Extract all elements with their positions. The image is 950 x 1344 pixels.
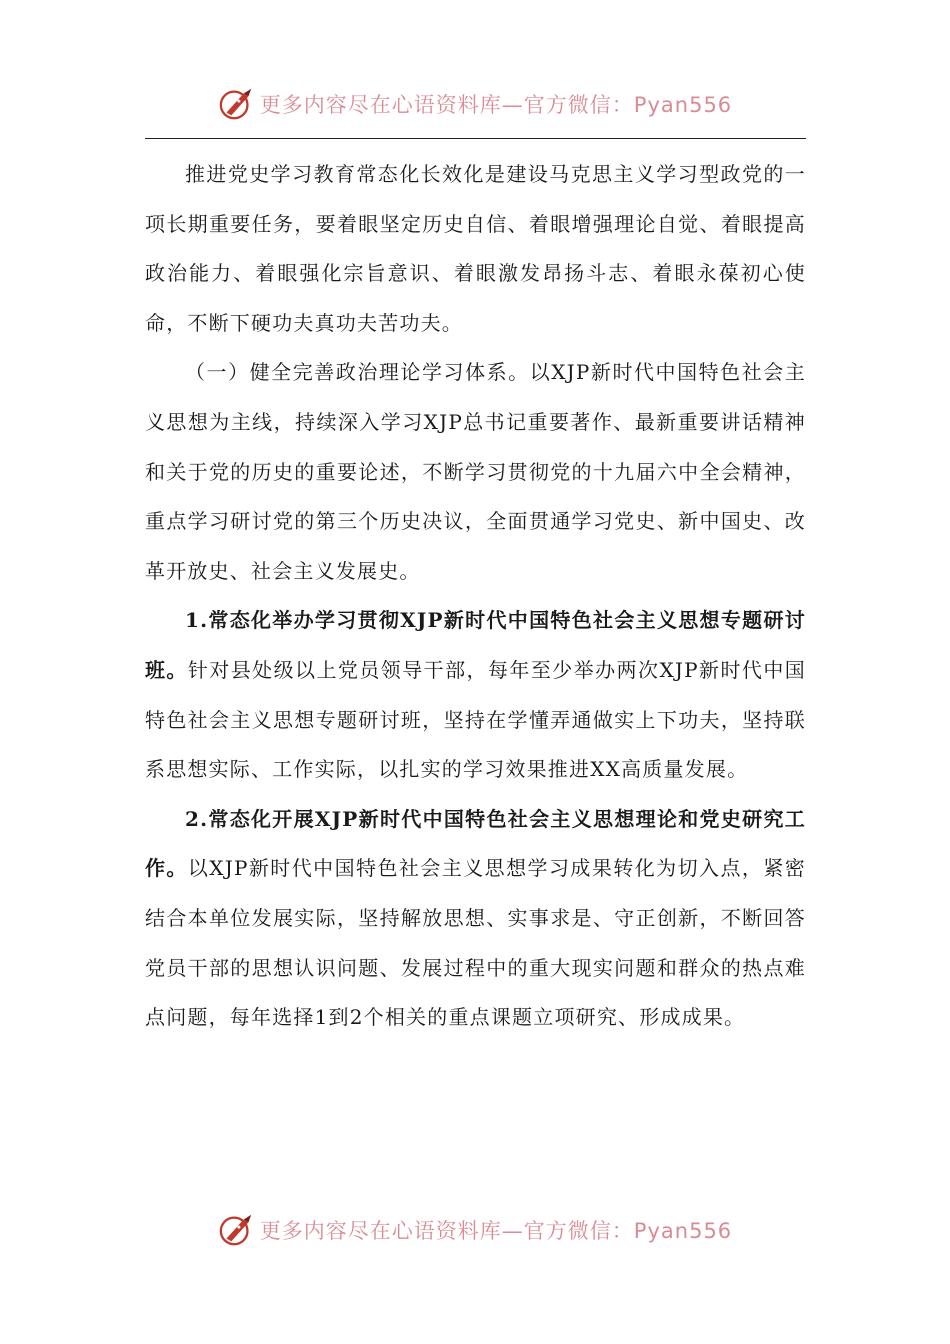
footer-watermark	[0, 1210, 950, 1250]
pen-nib-logo-icon	[218, 1211, 256, 1249]
item-1-paragraph	[145, 596, 806, 794]
item-2-heading: 2.常态化开展XJP新时代中国特色社会主义思想理论和党史研究工作。	[145, 806, 806, 881]
intro-paragraph: 推进党史学习教育常态化长效化是建设马克思主义学习型政党的一项长期重要任务，要着眼坚定历史自信、着眼增强理论自觉、着眼提高政治能力、着眼强化宗旨意识、着眼激发昂扬斗志、着眼永葆初心使命，不断下硬功夫真功夫苦功夫。	[145, 162, 806, 335]
header-rule	[145, 138, 806, 139]
item-2-text: 以XJP新时代中国特色社会主义思想学习成果转化为切入点，紧密结合本单位发展实际，坚持解放思想、实事求是、守正创新，不断回答党员干部的思想认识问题、发展过程中的重大现实问题和群众的热点难点问题，每年选择1到2个相关的重点课题立项研究、形成成果。	[145, 856, 806, 1030]
item-2-paragraph	[145, 795, 806, 1043]
item-1-text: 针对县处级以上党员领导干部，每年至少举办两次XJP新时代中国特色社会主义思想专题研讨班，坚持在学懂弄通做实上下功夫，坚持联系思想实际、工作实际，以扎实的学习效果推进XX高质量发展。	[145, 657, 806, 782]
header-watermark	[0, 84, 950, 124]
section-1-paragraph: （一）健全完善政治理论学习体系。以XJP新时代中国特色社会主义思想为主线，持续深入学习XJP总书记重要著作、最新重要讲话精神和关于党的历史的重要论述，不断学习贯彻党的十九届六中全会精神，重点学习研讨党的第三个历史决议，全面贯通学习党史、新中国史、改革开放史、社会主义发展史。	[145, 360, 806, 583]
watermark-text: 更多内容尽在心语资料库—官方微信：Pyan556	[259, 93, 733, 117]
item-1-heading: 1.常态化举办学习贯彻XJP新时代中国特色社会主义思想专题研讨班。	[145, 608, 806, 682]
watermark-text: 更多内容尽在心语资料库—官方微信：Pyan556	[259, 1219, 733, 1243]
pen-nib-logo-icon	[218, 85, 256, 123]
document-body	[145, 150, 806, 1043]
